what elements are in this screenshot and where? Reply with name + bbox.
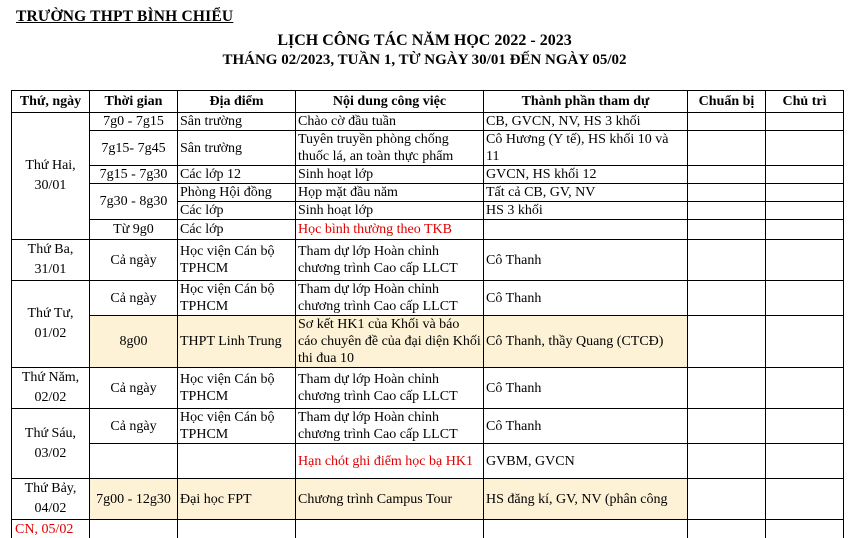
col-header-attendees: Thành phần tham dự [484,91,688,113]
prepare-cell [688,166,766,184]
content-cell: Tuyên truyền phòng chống thuốc lá, an toàn thực phẩm [296,131,484,166]
day-date: 30/01 [35,178,67,193]
prepare-cell [688,220,766,240]
content-cell: Hạn chót ghi điểm học bạ HK1 [296,444,484,479]
place-cell: Đại học FPT [178,479,296,520]
table-row [12,368,844,409]
content-cell: Tham dự lớp Hoàn chỉnh chương trình Cao cấp LLCT [296,281,484,316]
place-cell: THPT Linh Trung [178,316,296,368]
table-row [12,220,844,240]
chair-cell [766,166,844,184]
content-cell: Chương trình Campus Tour [296,479,484,520]
table-row [12,409,844,444]
place-cell: Học viện Cán bộ TPHCM [178,281,296,316]
table-row [12,520,844,538]
attendees-cell: Cô Thanh [484,409,688,444]
place-cell: Học viện Cán bộ TPHCM [178,409,296,444]
place-cell [178,520,296,538]
prepare-cell [688,131,766,166]
col-header-place: Địa điểm [178,91,296,113]
table-row [12,166,844,184]
day-cell-fri [12,409,90,479]
content-cell: Tham dự lớp Hoàn chỉnh chương trình Cao cấp LLCT [296,409,484,444]
table-header-row [12,91,844,113]
day-name: Thứ Năm, [22,370,79,385]
prepare-cell [688,202,766,220]
chair-cell [766,281,844,316]
table-row [12,479,844,520]
table-row [12,281,844,316]
time-cell: 7g15 - 7g30 [90,166,178,184]
attendees-cell: Tất cả CB, GV, NV [484,184,688,202]
place-cell: Sân trường [178,131,296,166]
place-cell: Học viện Cán bộ TPHCM [178,368,296,409]
day-name: Thứ Ba, [28,242,74,257]
time-cell [90,520,178,538]
chair-cell [766,444,844,479]
place-cell [178,444,296,479]
attendees-cell [484,220,688,240]
content-cell: Tham dự lớp Hoàn chỉnh chương trình Cao cấp LLCT [296,368,484,409]
table-row [12,113,844,131]
attendees-cell: CB, GVCN, NV, HS 3 khối [484,113,688,131]
place-cell: Các lớp [178,220,296,240]
prepare-cell [688,281,766,316]
time-cell: 7g0 - 7g15 [90,113,178,131]
schedule-table [11,90,844,538]
col-header-prepare: Chuẩn bị [688,91,766,113]
time-cell: 7g00 - 12g30 [90,479,178,520]
attendees-cell: Cô Thanh [484,281,688,316]
table-row [12,444,844,479]
day-date: 31/01 [35,262,67,277]
day-date: 01/02 [35,326,67,341]
time-cell: Cả ngày [90,368,178,409]
page-subtitle: THÁNG 02/2023, TUẦN 1, TỪ NGÀY 30/01 ĐẾN NGÀY 05/02 [0,52,849,69]
prepare-cell [688,113,766,131]
prepare-cell [688,520,766,538]
table-row [12,184,844,202]
school-name: TRƯỜNG THPT BÌNH CHIỂU [16,8,233,26]
attendees-cell: GVCN, HS khối 12 [484,166,688,184]
day-name: Thứ Hai, [25,158,75,173]
content-cell: Sơ kết HK1 của Khối và báo cáo chuyên đề của đại diện Khối thi đua 10 [296,316,484,368]
day-cell-wed [12,281,90,368]
prepare-cell [688,240,766,281]
content-cell: Sinh hoạt lớp [296,166,484,184]
prepare-cell [688,444,766,479]
time-cell: Từ 9g0 [90,220,178,240]
prepare-cell [688,479,766,520]
day-cell-tue [12,240,90,281]
time-cell [90,444,178,479]
chair-cell [766,240,844,281]
prepare-cell [688,409,766,444]
attendees-cell: Cô Thanh, thầy Quang (CTCĐ) [484,316,688,368]
content-cell: Tham dự lớp Hoàn chỉnh chương trình Cao cấp LLCT [296,240,484,281]
chair-cell [766,113,844,131]
time-cell: 8g00 [90,316,178,368]
time-cell: Cả ngày [90,409,178,444]
attendees-cell: Cô Thanh [484,368,688,409]
col-header-chair: Chủ trì [766,91,844,113]
content-cell [296,520,484,538]
attendees-cell: HS đăng kí, GV, NV (phân công [484,479,688,520]
chair-cell [766,409,844,444]
day-date: 03/02 [35,446,67,461]
attendees-cell: HS 3 khối [484,202,688,220]
day-cell-sun: CN, 05/02 [12,520,90,538]
content-cell: Sinh hoạt lớp [296,202,484,220]
place-cell: Các lớp [178,202,296,220]
time-cell: Cả ngày [90,240,178,281]
day-date: 02/02 [35,390,67,405]
chair-cell [766,316,844,368]
day-cell-mon [12,113,90,240]
table-row [12,240,844,281]
place-cell: Sân trường [178,113,296,131]
time-cell: 7g30 - 8g30 [90,184,178,220]
place-cell: Phòng Hội đồng [178,184,296,202]
col-header-time: Thời gian [90,91,178,113]
chair-cell [766,368,844,409]
chair-cell [766,220,844,240]
table-row [12,131,844,166]
day-date: 04/02 [35,501,67,516]
content-cell: Chào cờ đầu tuần [296,113,484,131]
day-name: Thứ Sáu, [25,426,76,441]
content-cell: Học bình thường theo TKB [296,220,484,240]
prepare-cell [688,184,766,202]
place-cell: Học viện Cán bộ TPHCM [178,240,296,281]
chair-cell [766,202,844,220]
chair-cell [766,184,844,202]
col-header-day: Thứ, ngày [12,91,90,113]
chair-cell [766,479,844,520]
prepare-cell [688,368,766,409]
time-cell: 7g15- 7g45 [90,131,178,166]
prepare-cell [688,316,766,368]
day-name: Thứ Bảy, [25,481,77,496]
attendees-cell [484,520,688,538]
time-cell: Cả ngày [90,281,178,316]
day-cell-sat [12,479,90,520]
attendees-cell: GVBM, GVCN [484,444,688,479]
chair-cell [766,131,844,166]
content-cell: Họp mặt đầu năm [296,184,484,202]
day-cell-thu [12,368,90,409]
place-cell: Các lớp 12 [178,166,296,184]
page-title: LỊCH CÔNG TÁC NĂM HỌC 2022 - 2023 [0,32,849,50]
col-header-content: Nội dung công việc [296,91,484,113]
attendees-cell: Cô Thanh [484,240,688,281]
chair-cell [766,520,844,538]
day-name: Thứ Tư, [27,306,73,321]
attendees-cell: Cô Hương (Y tế), HS khối 10 và 11 [484,131,688,166]
table-row [12,316,844,368]
